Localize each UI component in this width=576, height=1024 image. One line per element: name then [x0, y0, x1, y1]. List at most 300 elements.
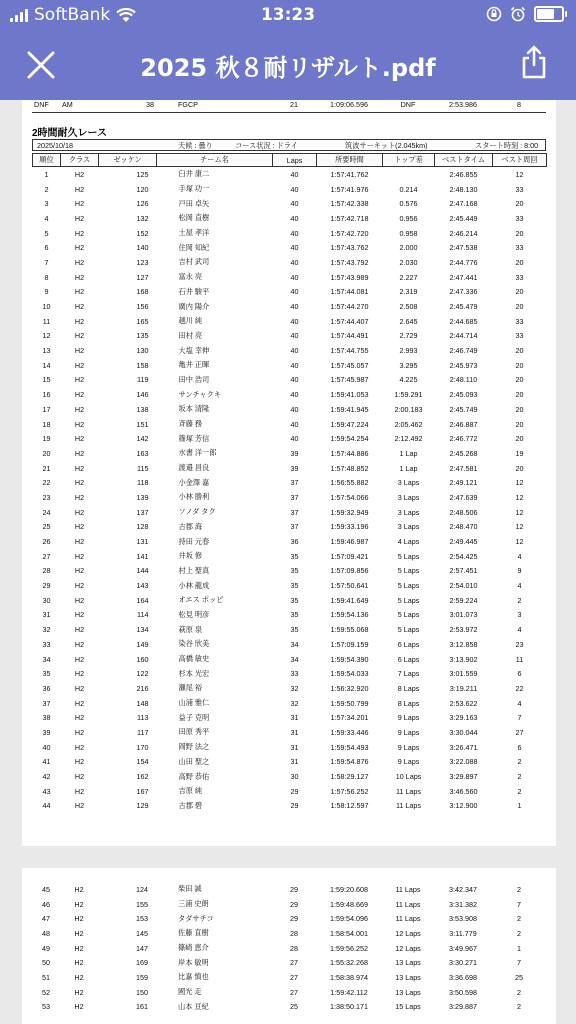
cell-best-lap: 20 [515, 346, 524, 356]
cell-best: 3:31.382 [449, 899, 477, 909]
cell-gap: 13 Laps [395, 972, 421, 982]
pdf-page-1[interactable] [22, 100, 556, 846]
cell-time: 1:57:09.856 [330, 566, 369, 576]
cell-best: 2:44.714 [449, 331, 478, 341]
cell-name: タダサチコ [178, 913, 214, 923]
cell-number: 150 [136, 987, 148, 997]
cell-number: 163 [136, 448, 149, 458]
cell-number: 168 [136, 287, 149, 297]
cell-time: 1:59:54.096 [330, 914, 368, 924]
cell-best: 2:44.685 [449, 316, 478, 326]
cell-gap: 3 Laps [397, 522, 420, 532]
cell-number: 113 [137, 713, 149, 723]
cell-laps: 34 [290, 639, 299, 649]
cell-laps: 40 [290, 434, 299, 444]
cell-name: 廣内 陽介 [178, 301, 210, 311]
cell-number: 118 [137, 478, 149, 488]
cell-gap: 2.729 [399, 331, 418, 341]
cell-laps: 40 [290, 302, 299, 312]
cell-best: 3:11.779 [449, 928, 477, 938]
cell-number: 120 [136, 184, 149, 194]
cell-pos: 40 [42, 742, 51, 752]
cell-name: 杉本 光宏 [178, 668, 210, 678]
table-row [33, 446, 547, 461]
cell-time: 1:59:47.224 [330, 419, 369, 429]
table-row [33, 402, 547, 417]
cell-time: 1:59:54.876 [330, 757, 369, 767]
table-row [33, 725, 547, 740]
cell-best-lap: 20 [515, 404, 524, 414]
cell-time: 1:59:41.649 [330, 595, 369, 605]
cell-name: 山本 亘紀 [178, 1001, 209, 1011]
cell-time: 1:57:44.081 [330, 287, 369, 297]
cell-name: ソノダ タク [178, 507, 216, 517]
cell-time: 1:59:50.799 [330, 698, 369, 708]
cell-time: 1:59:54.254 [330, 434, 369, 444]
cell-best: 3:53.908 [449, 914, 477, 924]
cell-class: H2 [74, 169, 85, 179]
cell-name: 三浦 史朗 [178, 899, 209, 909]
cell-time: 1:57:43.792 [330, 257, 369, 267]
table-row [33, 285, 547, 300]
cell-best: 2:53.986 [449, 99, 477, 109]
results-table [32, 153, 547, 813]
cell-time: 1:59:33.196 [330, 522, 369, 532]
cell-class: H2 [74, 943, 84, 953]
cell-laps: 31 [290, 757, 299, 767]
cell-laps: 34 [290, 654, 299, 664]
cell-best: 2:44.776 [449, 257, 478, 267]
cell-time: 1:57:41.762 [330, 169, 369, 179]
cell-class: H2 [74, 884, 84, 894]
cell-laps: 33 [290, 669, 299, 679]
cell-gap: 3 Laps [397, 507, 420, 517]
cell-class: H2 [74, 899, 84, 909]
cell-laps: 40 [290, 316, 299, 326]
table-row [33, 549, 547, 564]
cell-best: 2:47.336 [449, 287, 478, 297]
cell-class: H2 [74, 463, 85, 473]
cell-pos: 14 [42, 360, 51, 370]
table-header [33, 154, 547, 167]
cell-best-lap: 12 [515, 169, 524, 179]
cell-best-lap: 4 [517, 581, 522, 591]
cell-laps: 29 [290, 914, 298, 924]
cell-name: 岡野 法之 [178, 742, 210, 752]
cell-best-lap: 7 [517, 958, 521, 968]
cell-time: 1:57:54.066 [330, 492, 369, 502]
cell-gap: 11 Laps [395, 914, 421, 924]
cell-number: 140 [136, 243, 149, 253]
cell-name: 山田 聖之 [178, 756, 210, 766]
cell-laps: 40 [290, 257, 299, 267]
table-row [33, 387, 547, 402]
cell-name: オエス ポッピ [178, 595, 224, 605]
cell-class: AM [62, 99, 73, 109]
cell-pos: 29 [42, 581, 51, 591]
cell-best-lap: 20 [515, 419, 524, 429]
cell-laps: 29 [290, 786, 299, 796]
cell-number: 162 [136, 772, 149, 782]
cell-pos: 45 [42, 884, 50, 894]
race-title: 2時間耐久レース [32, 128, 108, 139]
cell-laps: 35 [290, 581, 299, 591]
table-row [33, 769, 547, 784]
cell-laps: 37 [290, 507, 299, 517]
table-row [33, 696, 547, 711]
cell-class: H2 [74, 390, 85, 400]
cell-name: 小金澤 嘉 [178, 477, 210, 487]
table-row [33, 520, 547, 535]
cell-number: 149 [136, 639, 149, 649]
table-row [33, 637, 547, 652]
cell-number: 147 [136, 943, 148, 953]
cell-best-lap: 9 [517, 566, 522, 576]
cell-best-lap: 12 [515, 478, 524, 488]
table-row [33, 182, 547, 197]
cell-gap: 10 Laps [395, 772, 422, 782]
cell-time: 1:59:54.390 [330, 654, 369, 664]
cell-class: H2 [74, 801, 85, 811]
cell-name: 越川 純 [178, 316, 203, 326]
cell-gap: 5 Laps [397, 551, 420, 561]
cell-gap: 2.645 [399, 316, 418, 326]
cell-name: 比嘉 慎也 [178, 972, 209, 982]
th-best-lap: ベスト周回 [493, 154, 547, 167]
cell-laps: 35 [290, 566, 299, 576]
cell-best-lap: 20 [515, 434, 524, 444]
cell-number: 115 [137, 463, 149, 473]
cell-pos: 17 [42, 404, 51, 414]
cell-best-lap: 2 [517, 595, 522, 605]
cell-number: 154 [136, 757, 149, 767]
cell-class: H2 [74, 287, 85, 297]
status-bar [0, 0, 576, 32]
cell-gap: 12 Laps [395, 943, 421, 953]
cell-gap: 12 Laps [395, 928, 421, 938]
cell-time: 1:57:44.270 [330, 302, 369, 312]
cell-name: 戸田 卓矢 [178, 198, 210, 208]
cell-best-lap: 20 [515, 390, 524, 400]
table-row [33, 593, 547, 608]
cell-laps: 40 [290, 184, 299, 194]
cell-pos: 11 [42, 316, 51, 326]
cell-best-lap: 7 [517, 899, 521, 909]
cell-best: 3:22.088 [449, 757, 478, 767]
cell-time: 1:59:32.949 [330, 507, 369, 517]
cell-time: 1:57:42.718 [330, 213, 369, 223]
cell-class: H2 [74, 625, 85, 635]
cell-time: 1:56:55.882 [330, 478, 369, 488]
cell-best: 2:49.445 [449, 537, 478, 547]
cell-best: 2:48.110 [449, 375, 478, 385]
cell-number: 170 [136, 742, 149, 752]
cell-number: 164 [136, 595, 149, 605]
cell-time: 1:58:38.974 [330, 972, 368, 982]
cell-time: 1:59:33.446 [330, 727, 369, 737]
cell-best-lap: 2 [517, 928, 521, 938]
cell-time: 1:57:42.338 [330, 199, 369, 209]
table-row [33, 211, 547, 226]
share-icon[interactable] [520, 44, 548, 80]
race-start: スタート時刻 : 8:00 [475, 141, 539, 150]
cell-time: 1:59:42.112 [330, 987, 368, 997]
cell-laps: 29 [290, 801, 299, 811]
cell-best-lap: 7 [517, 713, 522, 723]
cell-laps: 40 [290, 390, 299, 400]
cell-best: 2:47.168 [449, 199, 478, 209]
cell-number: 148 [136, 698, 149, 708]
cell-class: H2 [74, 375, 85, 385]
cell-class: H2 [74, 757, 85, 767]
cell-number: 139 [136, 492, 149, 502]
cell-class: H2 [74, 537, 85, 547]
cell-laps: 40 [290, 228, 299, 238]
cell-name: 田村 亮 [178, 330, 203, 340]
cell-gap: 2.227 [399, 272, 418, 282]
cell-number: 159 [136, 972, 148, 982]
table-row [33, 799, 547, 814]
cell-number: 143 [136, 581, 149, 591]
pdf-page-2[interactable] [22, 868, 556, 1024]
cell-name: 村上 聖真 [178, 565, 210, 575]
cell-best-lap: 33 [515, 331, 524, 341]
cell-gap: 2.030 [399, 257, 418, 267]
cell-gap: 8 Laps [397, 698, 420, 708]
cell-name: 土屋 孝洋 [178, 228, 210, 238]
cell-best-lap: 12 [515, 537, 524, 547]
cell-laps: 27 [290, 958, 298, 968]
cell-name: 亀井 正暉 [178, 360, 210, 370]
cell-pos: 32 [42, 625, 51, 635]
cell-best: 2:47.581 [449, 463, 478, 473]
table-row [33, 299, 547, 314]
cell-pos: 5 [44, 228, 49, 238]
cell-number: 134 [136, 625, 149, 635]
cell-name: 水書 洋一郎 [178, 448, 217, 458]
cell-best: 2:59.224 [449, 595, 478, 605]
cell-time: 1:57:56.252 [330, 786, 369, 796]
cell-number: 216 [136, 683, 149, 693]
cell-gap: 9 Laps [397, 727, 420, 737]
cell-name: 吉原 純 [178, 786, 203, 796]
cell-pos: 4 [44, 213, 49, 223]
cell-best-lap: 6 [517, 669, 522, 679]
cell-number: 156 [136, 302, 149, 312]
cell-best: 2:53.622 [449, 698, 478, 708]
th-team: チーム名 [157, 154, 273, 167]
cell-class: H2 [74, 302, 85, 312]
cell-time: 1:57:44.886 [330, 448, 369, 458]
cell-best-lap: 33 [515, 213, 524, 223]
table-row [33, 681, 547, 696]
cell-laps: 35 [290, 625, 299, 635]
cell-best-lap: 6 [517, 742, 522, 752]
cell-time: 1:59:20.608 [330, 884, 368, 894]
cell-number: 122 [136, 669, 149, 679]
cell-class: H2 [74, 346, 85, 356]
cell-gap: 11 Laps [395, 786, 422, 796]
cell-pos: 38 [42, 713, 51, 723]
cell-gap: 7 Laps [397, 669, 420, 679]
cell-time: 1:57:50.641 [330, 581, 369, 591]
cell-class: H2 [74, 742, 85, 752]
cell-class: H2 [74, 581, 85, 591]
cell-number: 146 [136, 390, 149, 400]
cell-gap [383, 167, 435, 182]
th-gap: トップ差 [383, 154, 435, 167]
cell-gap: DNF [400, 99, 416, 109]
cell-pos: 48 [42, 928, 50, 938]
cell-gap: 3 Laps [397, 492, 420, 502]
cell-best-lap: 33 [515, 243, 524, 253]
cell-time: 1:57:44.491 [330, 331, 369, 341]
cell-class: H2 [74, 958, 84, 968]
cell-pos: 43 [42, 786, 51, 796]
cell-class: H2 [74, 492, 85, 502]
cell-gap: 1:59.291 [394, 390, 423, 400]
cell-pos: 1 [44, 169, 49, 179]
cell-number: 123 [136, 257, 149, 267]
cell-number: 137 [136, 507, 149, 517]
cell-time: 1:57:09.159 [330, 639, 369, 649]
cell-gap: 4.225 [399, 375, 418, 385]
table-row [32, 97, 546, 112]
table-row [33, 666, 547, 681]
cell-name: 小林 勝利 [178, 492, 210, 502]
cell-best-lap: 4 [517, 551, 522, 561]
cell-gap: 9 Laps [397, 713, 420, 723]
cell-time: 1:59:55.068 [330, 625, 369, 635]
cell-best-lap: 20 [515, 375, 524, 385]
race-date: 2025/10/18 [37, 141, 73, 150]
cell-pos: 49 [42, 943, 50, 953]
cell-class: H2 [74, 595, 85, 605]
previous-race-last-row [32, 97, 546, 113]
cell-time: 1:55:32.268 [330, 958, 368, 968]
cell-best: 2:48.470 [449, 522, 478, 532]
cell-class: H2 [74, 610, 85, 620]
cell-pos: 46 [42, 899, 50, 909]
cell-best: 2:47.639 [449, 492, 478, 502]
table-row [32, 1000, 546, 1015]
battery-icon [534, 6, 564, 22]
cell-best: 2:46.214 [449, 228, 478, 238]
table-row [33, 329, 547, 344]
cell-time: 1:59:54.493 [330, 742, 369, 752]
cell-name: 小林 龍成 [178, 580, 210, 590]
cell-gap: 2:05.462 [394, 419, 423, 429]
cell-best-lap: 11 [515, 654, 524, 664]
cell-best-lap: 1 [517, 801, 522, 811]
cell-gap: 9 Laps [397, 757, 420, 767]
cell-best: 2:45.449 [449, 213, 478, 223]
race-info [32, 139, 546, 151]
cell-laps: 28 [290, 928, 298, 938]
cell-best: 2:45.479 [449, 302, 478, 312]
cell-pos: 8 [44, 272, 49, 282]
cell-gap: 2.993 [399, 346, 418, 356]
table-row [33, 270, 547, 285]
cell-best: 3:30.271 [449, 958, 477, 968]
cell-best: 3:12.858 [449, 639, 478, 649]
cell-number: 128 [136, 522, 149, 532]
cell-laps: 40 [290, 331, 299, 341]
cell-pos: 12 [42, 331, 51, 341]
cell-best: 3:12.900 [449, 801, 478, 811]
cell-gap: 5 Laps [397, 610, 420, 620]
cell-best: 3:01.559 [449, 669, 478, 679]
cell-laps: 40 [290, 272, 299, 282]
cell-best: 2:48.130 [449, 184, 478, 194]
cell-number: 126 [136, 199, 149, 209]
cell-pos: 26 [42, 537, 51, 547]
cell-best-lap: 2 [517, 786, 522, 796]
cell-class: H2 [74, 419, 85, 429]
table-row [33, 167, 547, 182]
table-row [33, 240, 547, 255]
cell-time: 1:59:54.033 [330, 669, 369, 679]
cell-gap: 13 Laps [395, 958, 421, 968]
table-row [33, 343, 547, 358]
cell-class: H2 [74, 257, 85, 267]
cell-number: 125 [136, 169, 149, 179]
cell-time: 1:38:50.171 [330, 1002, 368, 1012]
results-body-continued [32, 882, 546, 1014]
cell-best: 3:29.163 [449, 713, 478, 723]
cell-laps: 35 [290, 610, 299, 620]
cell-class: H2 [74, 713, 85, 723]
cell-number: 145 [136, 928, 148, 938]
cell-name: 益子 克明 [178, 712, 210, 722]
cell-class: H2 [74, 772, 85, 782]
cell-time: 1:59:41.053 [330, 390, 369, 400]
table-row [33, 417, 547, 432]
cell-gap: 5 Laps [397, 566, 420, 576]
cell-name: 大塩 幸伸 [178, 345, 210, 355]
cell-pos: 51 [42, 972, 50, 982]
table-row [33, 358, 547, 373]
cell-number: 38 [146, 99, 154, 109]
cell-number: 130 [136, 346, 149, 356]
cell-laps: 29 [290, 899, 298, 909]
cell-name: 坂本 清隆 [178, 404, 210, 414]
cell-pos: 25 [42, 522, 51, 532]
cell-class: H2 [74, 669, 85, 679]
cell-class: H2 [74, 566, 85, 576]
th-laps: Laps [273, 154, 317, 167]
carrier-name: SoftBank [34, 5, 111, 25]
cell-number: 160 [136, 654, 149, 664]
table-row [33, 226, 547, 241]
cell-best: 3:19.211 [449, 683, 478, 693]
cell-time: 1:58:54.001 [330, 928, 368, 938]
cell-laps: 40 [290, 419, 299, 429]
cell-number: 129 [136, 801, 149, 811]
cell-class: H2 [74, 727, 85, 737]
cell-number: 141 [136, 551, 149, 561]
cell-best-lap: 4 [517, 698, 522, 708]
cell-best-lap: 20 [515, 302, 524, 312]
cell-number: 124 [136, 884, 148, 894]
cell-best: 3:29.887 [449, 1002, 477, 1012]
cell-number: 161 [136, 1002, 148, 1012]
table-row [33, 564, 547, 579]
cell-laps: 40 [290, 404, 299, 414]
cell-name: 住岡 知紀 [178, 242, 210, 252]
cell-time: 1:57:09.421 [330, 551, 369, 561]
table-row [32, 970, 546, 985]
